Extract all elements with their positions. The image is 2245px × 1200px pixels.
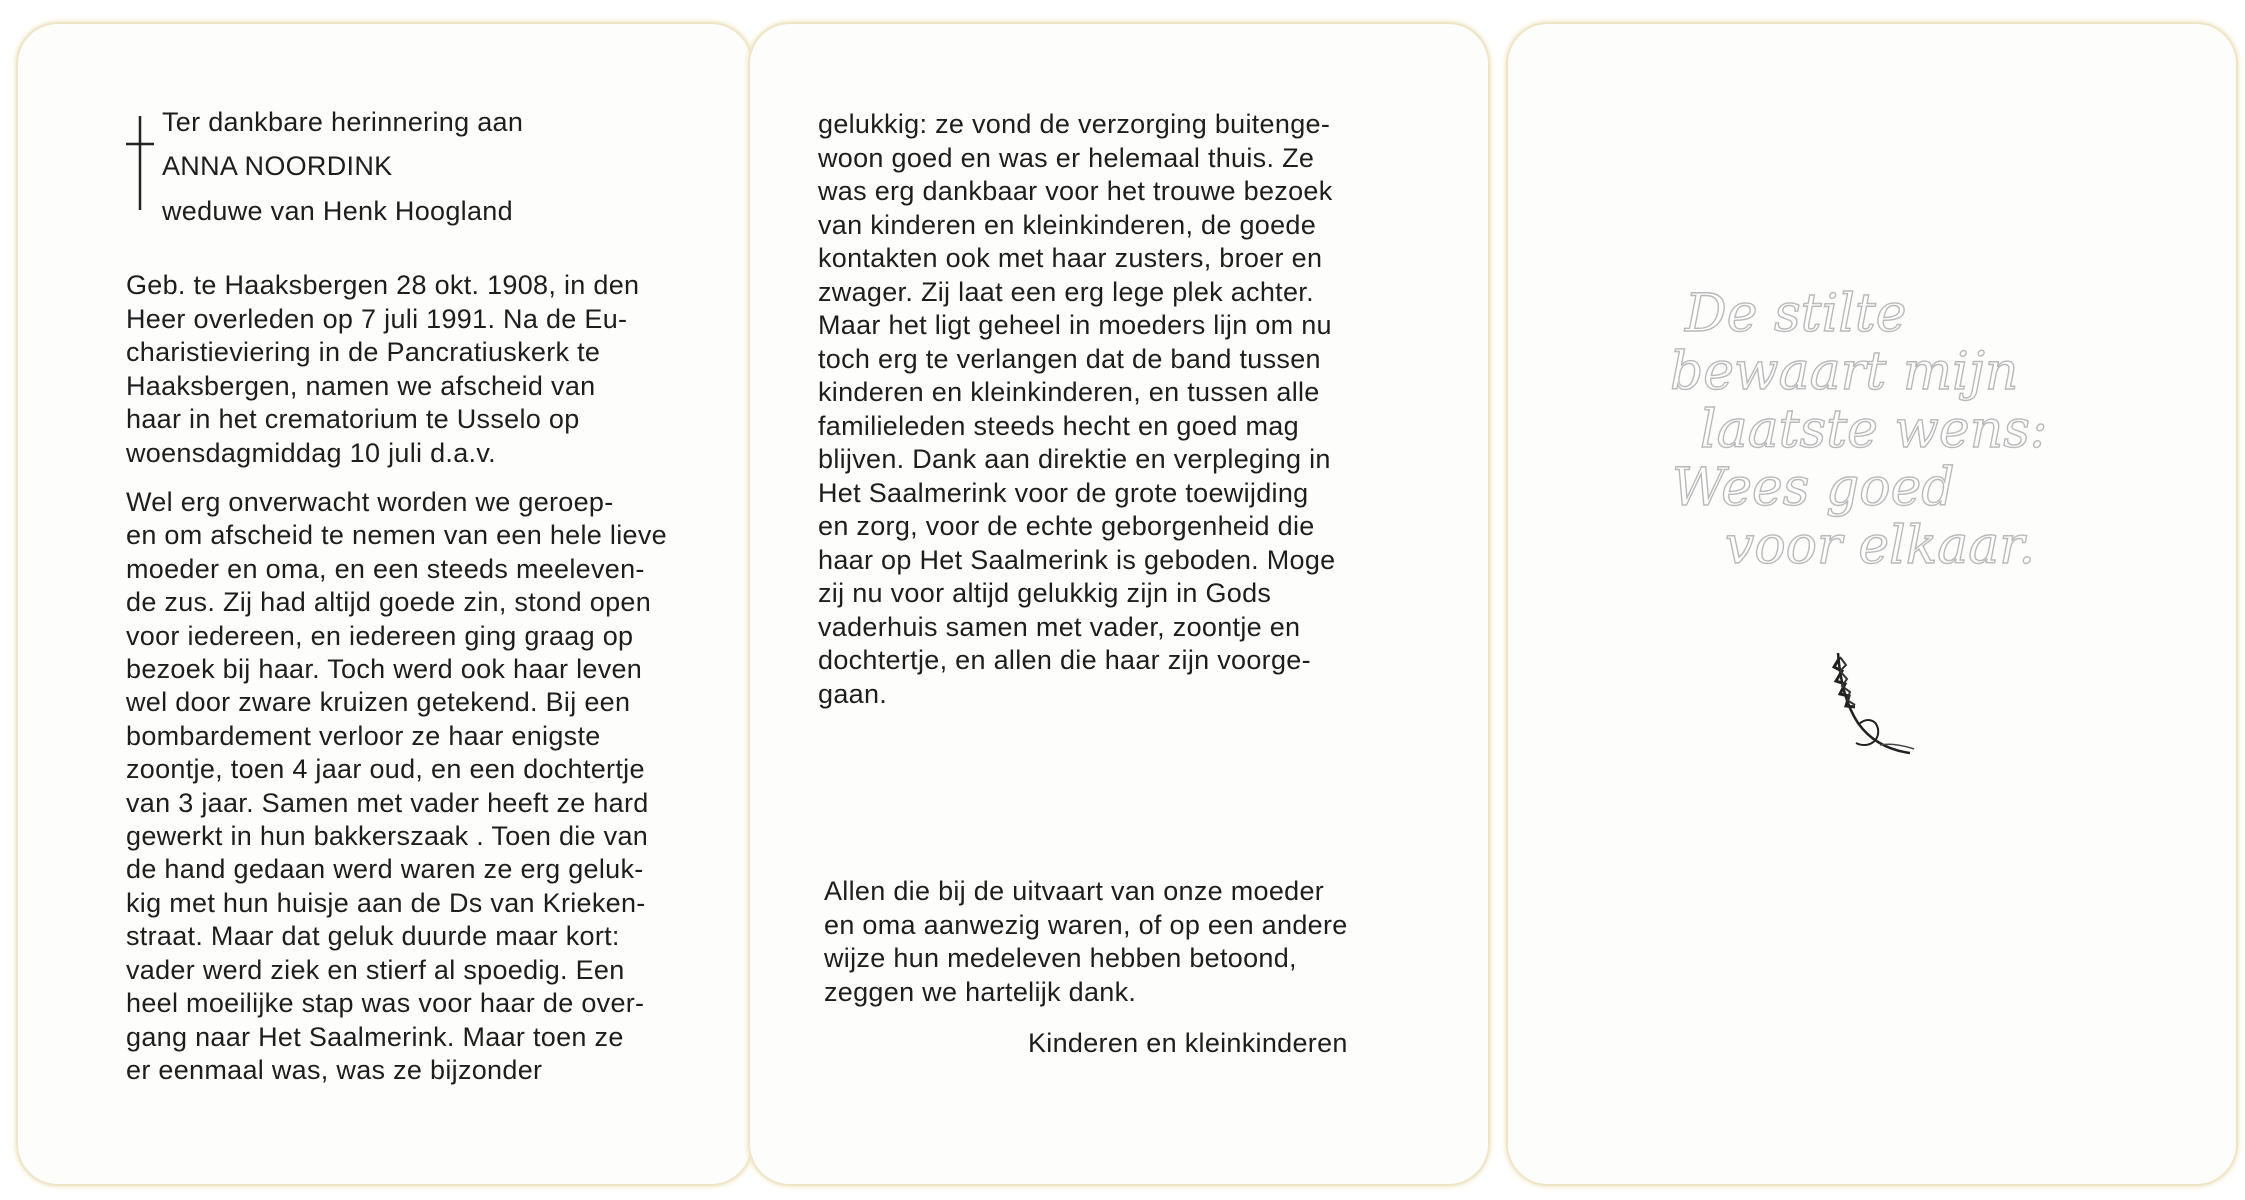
paragraph-line: Haaksbergen, namen we afscheid van — [126, 370, 596, 401]
paragraph-line: bezoek bij haar. Toch werd ook haar leven — [126, 654, 643, 685]
paragraph-line: kontakten ook met haar zusters, broer en — [818, 243, 1323, 273]
paragraph-line: charistieviering in de Pancratiuskerk te — [126, 337, 601, 367]
paragraph-gratitude — [818, 108, 1388, 711]
paragraph-line: haar in het crematorium te Usselo op — [126, 404, 580, 434]
paragraph-line: de hand gedaan werd waren ze erg geluk- — [126, 854, 644, 885]
paragraph-line: gang naar Het Saalmerink. Maar toen ze — [126, 1021, 624, 1052]
paragraph-line: vader werd ziek en stierf al spoedig. Een — [126, 954, 625, 985]
card-panel-right — [1508, 24, 2236, 1184]
paragraph-line: van 3 jaar. Samen met vader heeft ze hard — [126, 787, 649, 818]
paragraph-line: wijze hun medeleven hebben betoond, — [824, 943, 1297, 973]
paragraph-life — [126, 486, 689, 1087]
paragraph-line: van kinderen en kleinkinderen, de goede — [818, 209, 1317, 240]
paragraph-line: was erg dankbaar voor het trouwe bezoek — [818, 176, 1333, 206]
paragraph-line: heel moeilijke stap was voor haar de over- — [126, 988, 645, 1019]
paragraph-line: en zorg, voor de echte geborgenheid die — [818, 511, 1315, 541]
paragraph-birth-death — [126, 269, 689, 470]
paragraph-line: gewerkt in hun bakkerszaak . Toen die van — [126, 821, 649, 852]
paragraph-line: moeder en oma, en een steeds meeleven- — [126, 553, 645, 584]
wheat-ear-icon — [1818, 645, 1930, 775]
paragraph-line: zeggen we hartelijk dank. — [824, 976, 1137, 1007]
paragraph-line: en om afscheid te nemen van een hele lieve — [126, 520, 667, 551]
paragraph-line: Wel erg onverwacht worden we geroep- — [126, 487, 614, 517]
paragraph-line: zij nu voor altijd gelukkig zijn in Gods — [818, 578, 1272, 608]
paragraph-line: de zus. Zij had altijd goede zin, stond open — [126, 587, 652, 618]
paragraph-line: zoontje, toen 4 jaar oud, en een dochtertje — [126, 754, 645, 785]
paragraph-line: Maar het ligt geheel in moeders lijn om nu — [818, 310, 1332, 340]
paragraph-line: wel door zware kruizen getekend. Bij een — [126, 687, 631, 718]
paragraph-line: dochtertje, en allen die haar zijn voorge- — [818, 645, 1311, 675]
paragraph-line: Het Saalmerink voor de grote toewijding — [818, 477, 1309, 508]
verse-line: De stilte — [1685, 284, 1907, 344]
paragraph-line: kinderen en kleinkinderen, en tussen alle — [818, 377, 1320, 407]
paragraph-line: gaan. — [818, 678, 888, 709]
paragraph-line: bombardement verloor ze haar enigste — [126, 720, 601, 751]
paragraph-line: zwager. Zij laat een erg lege plek achter. — [818, 276, 1314, 307]
verse-line: laatste wens: — [1700, 400, 2048, 460]
paragraph-line: vaderhuis samen met vader, zoontje en — [818, 611, 1301, 642]
paragraph-line: woensdagmiddag 10 juli d.a.v. — [126, 437, 496, 468]
signature: Kinderen en kleinkinderen — [1028, 1028, 1348, 1058]
paragraph-line: en oma aanwezig waren, of op een andere — [824, 909, 1348, 940]
paragraph-line: gelukkig: ze vond de verzorging buitenge- — [818, 109, 1331, 139]
verse-line: bewaart mijn — [1670, 342, 2019, 402]
verse-line: Wees goed — [1672, 458, 1955, 518]
deceased-name: ANNA NOORDINK — [162, 151, 393, 181]
paragraph-line: Heer overleden op 7 juli 1991. Na de Eu- — [126, 303, 628, 334]
paragraph-line: er eenmaal was, was ze bijzonder — [126, 1054, 543, 1085]
paragraph-line: familieleden steeds hecht en goed mag — [818, 410, 1299, 441]
paragraph-line: voor iedereen, en iedereen ging graag op — [126, 620, 634, 651]
paragraph-line: toch erg te verlangen dat de band tussen — [818, 343, 1321, 374]
paragraph-line: haar op Het Saalmerink is geboden. Moge — [818, 544, 1336, 575]
header-intro: Ter dankbare herinnering aan — [162, 107, 524, 137]
verse-line: voor elkaar. — [1725, 516, 2035, 576]
paragraph-line: Allen die bij de uitvaart van onze moeder — [824, 876, 1325, 906]
verse — [1660, 285, 2100, 575]
paragraph-line: straat. Maar dat geluk duurde maar kort: — [126, 921, 620, 952]
paragraph-line: woon goed en was er helemaal thuis. Ze — [818, 142, 1315, 173]
paragraph-line: kig met hun huisje aan de Ds van Krieken- — [126, 887, 646, 918]
cross-icon — [124, 112, 156, 216]
paragraph-line: Geb. te Haaksbergen 28 okt. 1908, in den — [126, 270, 640, 300]
paragraph-line: blijven. Dank aan direktie en verpleging in — [818, 444, 1331, 474]
thanks-message — [824, 875, 1390, 1009]
header-relation: weduwe van Henk Hoogland — [162, 196, 513, 226]
